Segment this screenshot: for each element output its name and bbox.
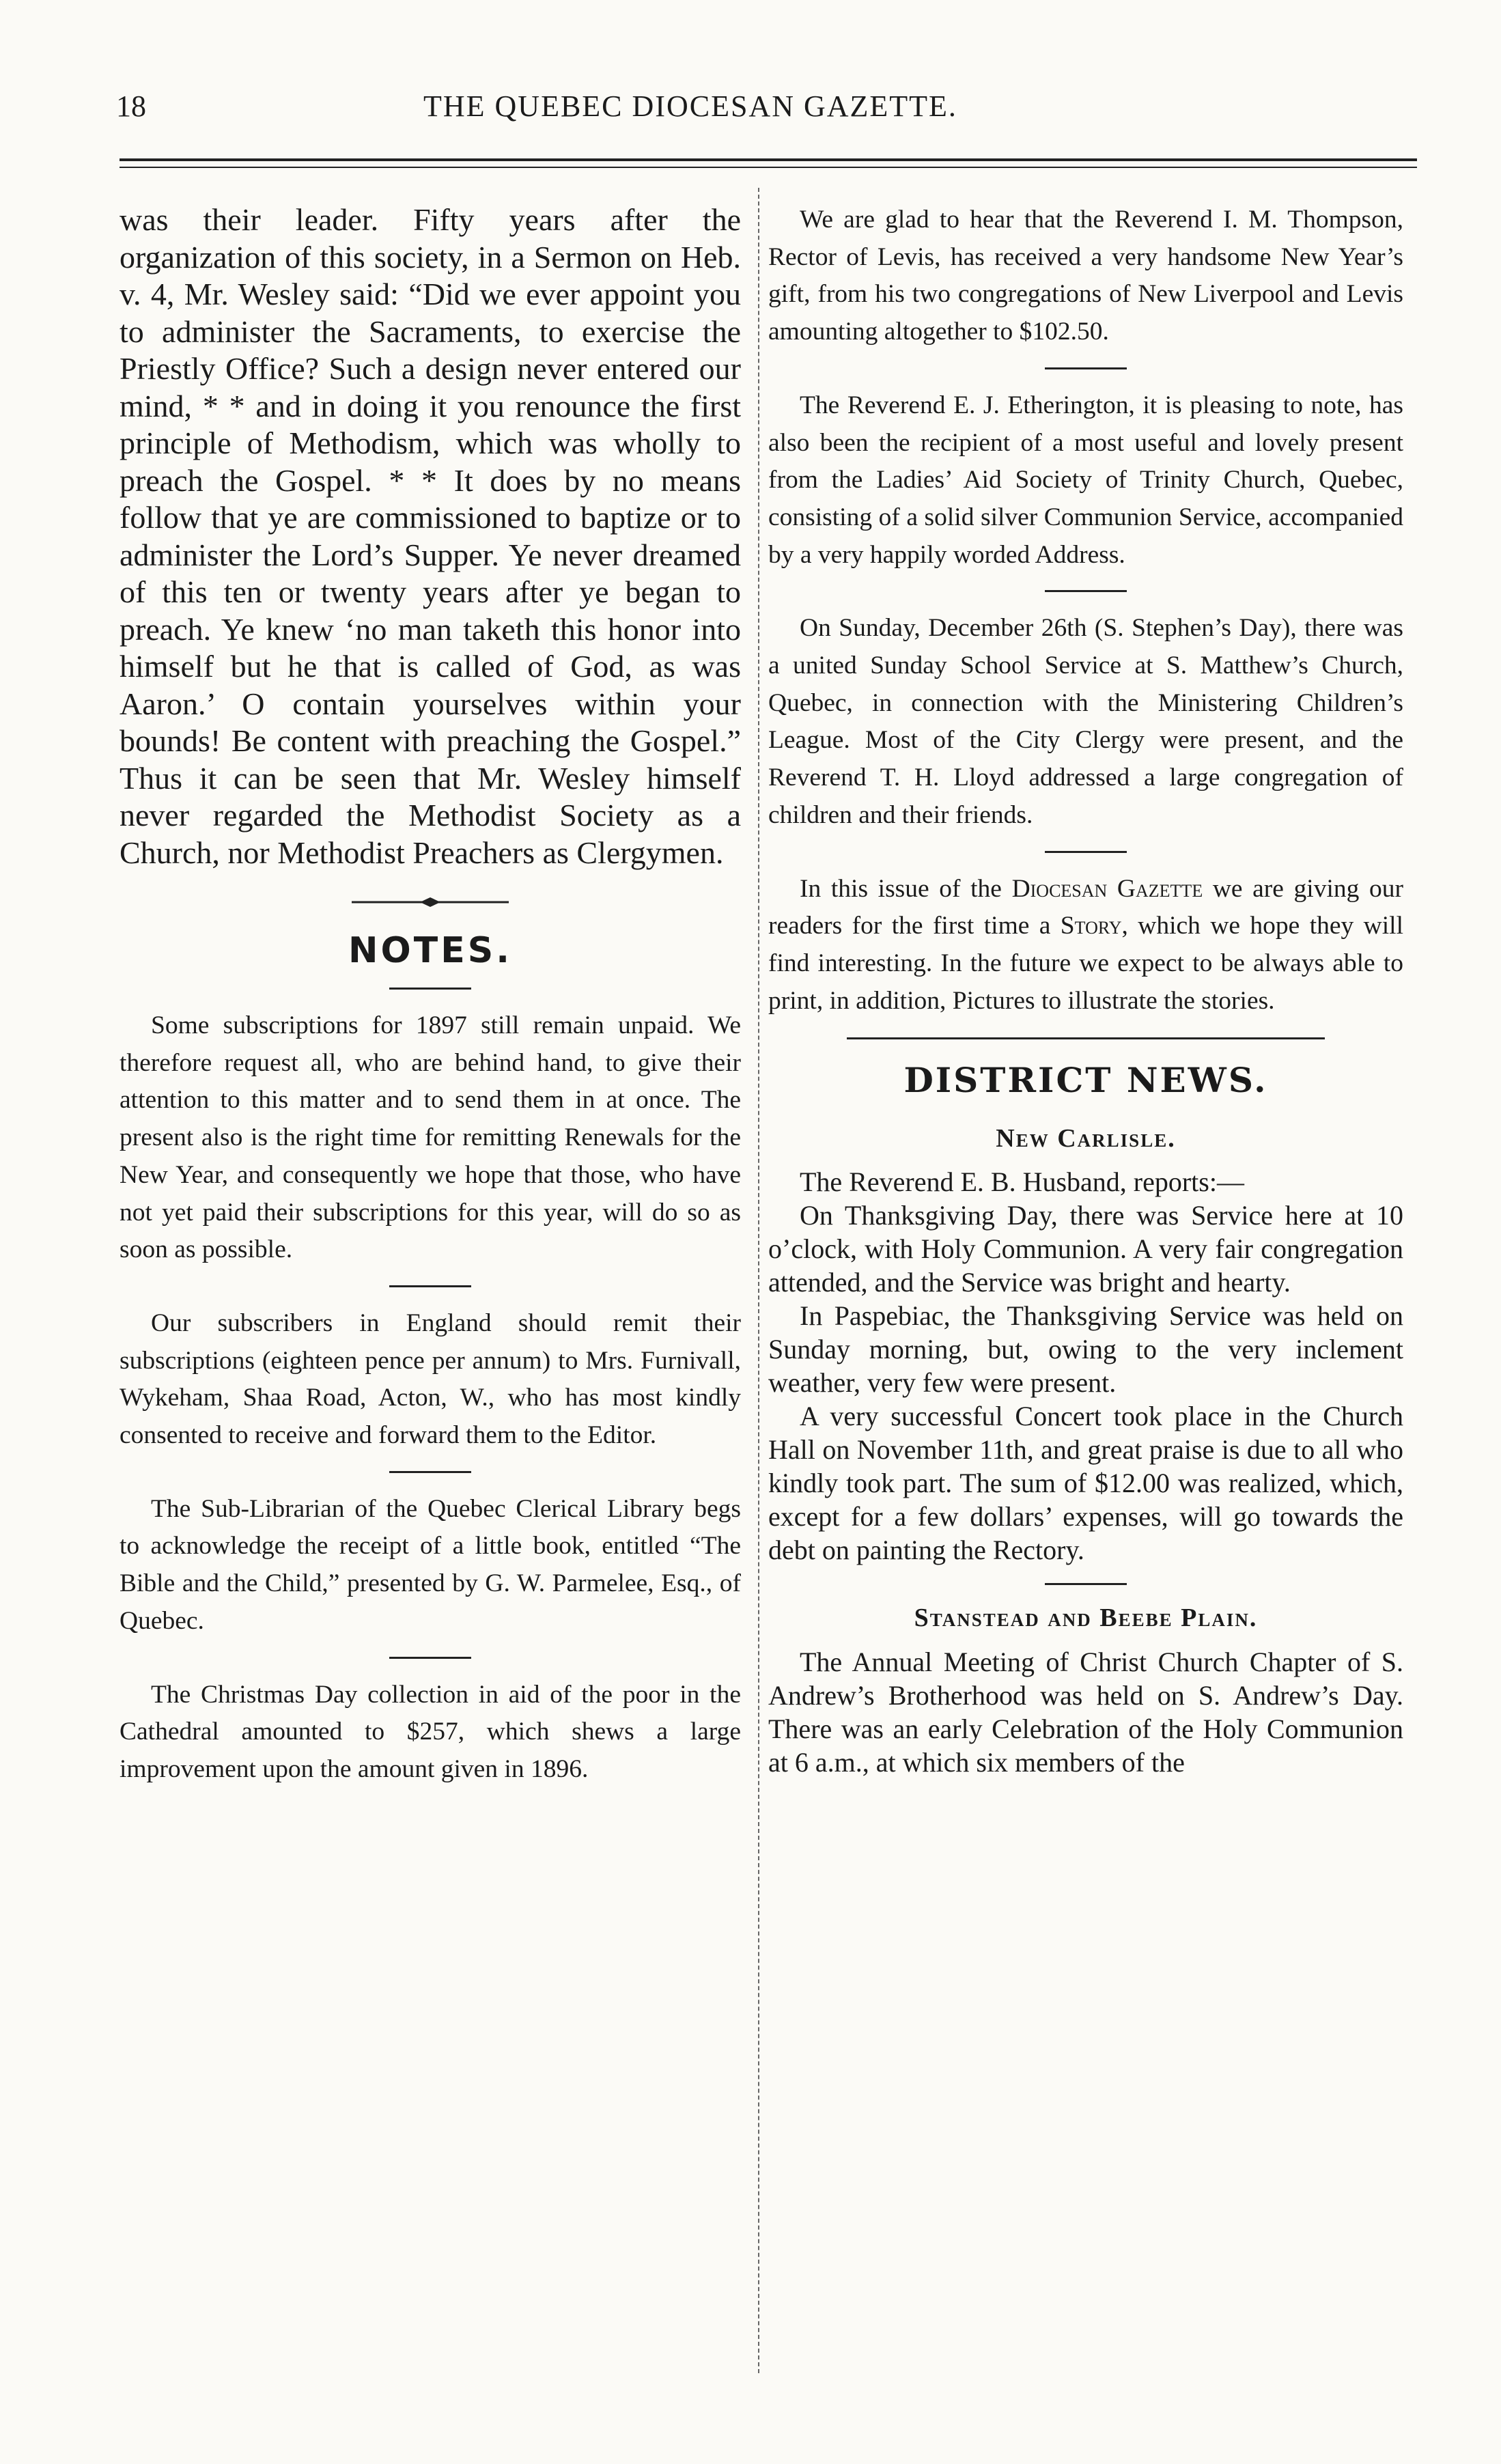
page-header <box>109 89 1407 143</box>
separator <box>1045 1583 1127 1585</box>
stanstead-subhead: Stanstead and Beebe Plain. <box>914 1604 1258 1633</box>
notes-heading: NOTES. <box>348 930 512 971</box>
new-carlisle-reporter: The Reverend E. B. Husband, reports:— <box>800 1166 1244 1198</box>
separator <box>1045 590 1127 592</box>
story-word: Story <box>1060 912 1122 940</box>
note-clerical-library: The Sub-Librarian of the Quebec Clerical Library begs to acknowledge the receipt of a little book, entitled “The Bible and the Child,” presented by G. W. Parmelee, Esq., of Quebec. <box>120 1494 741 1635</box>
note-story-announcement <box>768 871 1403 1020</box>
separator <box>389 988 471 990</box>
note-england-subscribers: Our subscribers in England should remit their subscriptions (eighteen pence per annum) to Mrs. Furnivall, Wykeham, Shaa Road, Acton, W., who has most kindly consented to receive and forward them to the Editor. <box>120 1308 741 1450</box>
new-carlisle-concert: A very successful Concert took place in the Church Hall on November 11th, and great praise is due to all who kindly took part. The sum of $12.00 was realized, which, except for a few dollars’ expenses, will go towards the debt on painting the Rectory. <box>768 1401 1403 1566</box>
note-subscriptions: Some subscriptions for 1897 still remain unpaid. We therefore request all, who are behind hand, to give their attention to this matter and to send them in at once. The present also is the right time for remitting Renewals for the New Year, and consequently we hope that those, who have not yet paid their subscriptions for this year, will do so as soon as possible. <box>120 1011 741 1264</box>
separator <box>1045 851 1127 853</box>
separator <box>389 1471 471 1473</box>
note-sunday-school-service: On Sunday, December 26th (S. Stephen’s Day), there was a united Sunday School Service at S. Matthew’s Church, Quebec, in connection with the Ministering Children’s League. Most of the City Clergy were present, and the Reverend T. H. Lloyd addressed a large congregation of children and their friends. <box>768 614 1403 829</box>
running-title: THE QUEBEC DIOCESAN GAZETTE. <box>423 89 957 123</box>
separator <box>389 1285 471 1287</box>
new-carlisle-subhead: New Carlisle. <box>996 1124 1176 1153</box>
left-column <box>120 201 741 1789</box>
story-note-after: , which we hope they will find interesting. In the future we expect to be always able to print, in addition, Pictures to illustrate the stories. <box>768 912 1403 1015</box>
column-divider <box>758 188 759 2373</box>
separator <box>389 1657 471 1659</box>
note-christmas-collection: The Christmas Day collection in aid of the poor in the Cathedral amounted to $257, which shews a large improvement upon the amount given in 1896. <box>120 1680 741 1783</box>
district-news-heading: DISTRICT NEWS. <box>903 1060 1268 1101</box>
separator <box>1045 367 1127 369</box>
wesley-article-text: was their leader. Fifty years after the organization of this society, in a Sermon on Heb. v. 4, Mr. Wesley said: “Did we ever appoint you to administer the Sacraments, to exercise the Priestly Office? Such a design never entered our mind, * * and in doing it you renounce the first principle of Methodism, which was wholly to preach the Gospel. * * It does by no means follow that ye are commissioned to baptize or to administer the Lord’s Supper. Ye never dreamed of this ten or twenty years after ye began to preach. Ye knew ‘no man taketh this honor into himself but he that is called of God, as was Aaron.’ O contain yourselves within your bounds! Be content with preaching the Gospel.” Thus it can be seen that Mr. Wesley himself never regarded the Methodist Society as a Church, nor Methodist Preachers as Clergymen. <box>120 202 741 870</box>
section-ornament <box>352 895 509 910</box>
story-note-middle: we are giving our readers for the first time a <box>768 874 1403 940</box>
story-note-before: In this issue of the <box>800 874 1012 903</box>
note-etherington-present: The Reverend E. J. Etherington, it is pleasing to note, has also been the recipient of a most useful and lovely present from the Ladies’ Aid Society of Trinity Church, Quebec, consisting of a solid silver Communion Service, accompanied by a very happily worded Address. <box>768 391 1403 569</box>
section-rule <box>847 1037 1325 1039</box>
note-thompson-gift: We are glad to hear that the Reverend I. M. Thompson, Rector of Levis, has received a very handsome New Year’s gift, from his two congregations of New Liverpool and Levis amounting altogether to $102.50. <box>768 206 1403 346</box>
header-rule <box>120 158 1417 168</box>
gazette-name: Diocesan Gazette <box>1011 874 1203 903</box>
new-carlisle-thanksgiving: On Thanksgiving Day, there was Service here at 10 o’clock, with Holy Communion. A very fair congregation attended, and the Service was bright and hearty. <box>768 1200 1403 1298</box>
right-column <box>768 201 1403 1779</box>
stanstead-annual-meeting: The Annual Meeting of Christ Church Chapter of S. Andrew’s Brotherhood was held on S. Andrew’s Day. There was an early Celebration of the Holy Communion at 6 a.m., at which six members of the <box>768 1647 1403 1778</box>
page-number: 18 <box>116 89 146 123</box>
new-carlisle-paspebiac: In Paspebiac, the Thanksgiving Service was held on Sunday morning, but, owing to the very inclement weather, very few were present. <box>768 1300 1403 1399</box>
